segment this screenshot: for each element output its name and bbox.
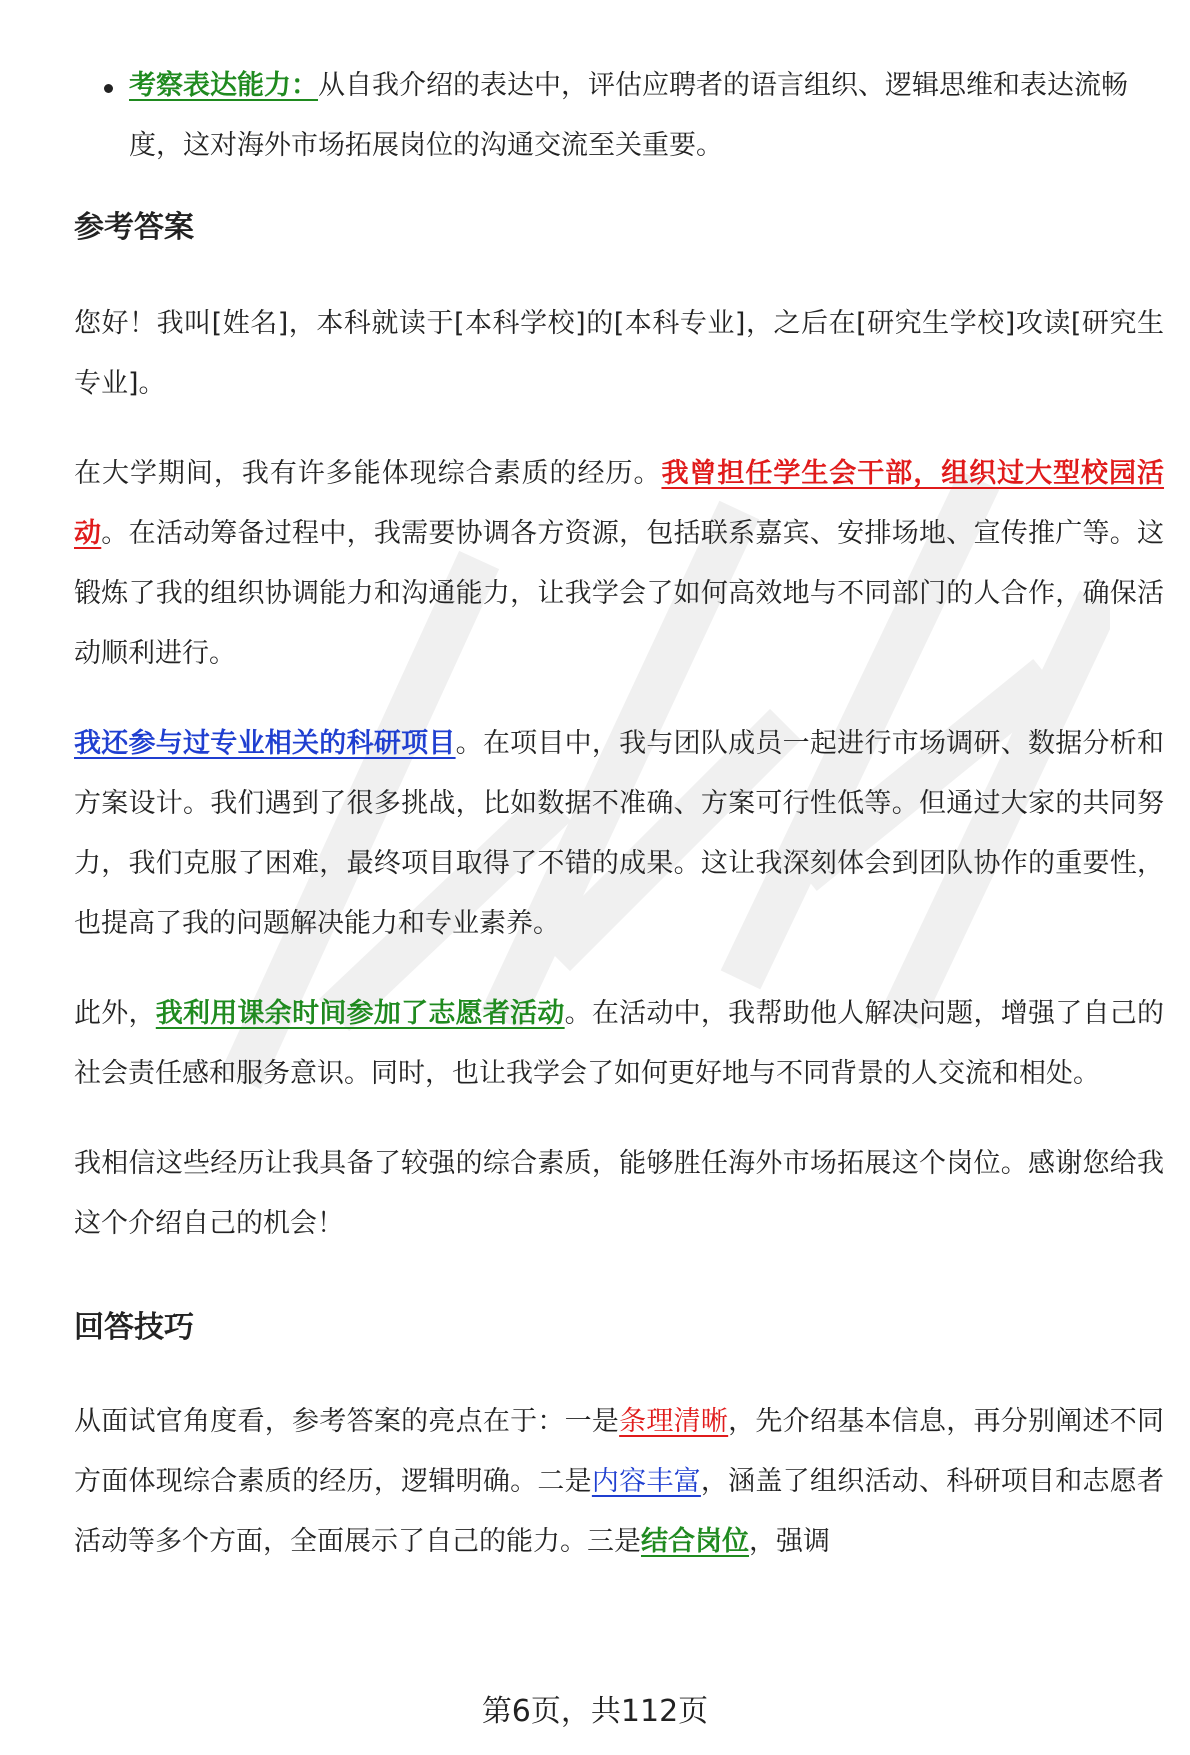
highlight-research-project: 我还参与过专业相关的科研项目 <box>74 728 456 759</box>
tip-emphasis-rich-content: 内容丰富 <box>591 1466 701 1497</box>
answer-paragraph-volunteer <box>74 984 1164 1104</box>
bullet-text: 从自我介绍的表达中，评估应聘者的语言组织、逻辑思维和表达流畅度，这对海外市场拓展岗位的沟通交流至关重要。 <box>129 70 1128 161</box>
p4-text-before: 此外， <box>74 998 156 1029</box>
bullet-item-expression <box>74 56 1164 176</box>
section-title-answer-tips: 回答技巧 <box>74 1310 194 1345</box>
answer-paragraph-research <box>74 714 1164 954</box>
answer-paragraph-intro <box>74 294 1164 414</box>
tip-emphasis-clear-structure: 条理清晰 <box>619 1406 729 1437</box>
answer-paragraph-student-union <box>74 444 1164 684</box>
content-area <box>74 56 1164 1572</box>
highlight-volunteer: 我利用课余时间参加了志愿者活动 <box>155 998 565 1029</box>
highlight-student-union: 我曾担任学生会干部，组织过大型校园活动 <box>74 458 1165 549</box>
bullet-list <box>74 56 1164 176</box>
closing-text: 我相信这些经历让我具备了较强的综合素质，能够胜任海外市场拓展这个岗位。感谢您给我这个介绍自己的机会！ <box>74 1148 1164 1239</box>
section-title-reference-answer: 参考答案 <box>74 210 194 245</box>
p2-text-after: 。在活动筹备过程中，我需要协调各方资源，包括联系嘉宾、安排场地、宣传推广等。这锻炼了我的组织协调能力和沟通能力，让我学会了如何高效地与不同部门的人合作，确保活动顺利进行。 <box>74 518 1165 669</box>
intro-text: 您好！我叫[姓名]，本科就读于[本科学校]的[本科专业]，之后在[研究生学校]攻读[研究生专业]。 <box>74 308 1164 399</box>
p3-text-after: 。在项目中，我与团队成员一起进行市场调研、数据分析和方案设计。我们遇到了很多挑战，比如数据不准确、方案可行性低等。但通过大家的共同努力，我们克服了困难，最终项目取得了不错的成果。这让我深刻体会到团队协作的重要性，也提高了我的问题解决能力和专业素养。 <box>74 728 1165 939</box>
p4-text-after: 。在活动中，我帮助他人解决问题，增强了自己的社会责任感和服务意识。同时，也让我学会了如何更好地与不同背景的人交流和相处。 <box>74 998 1165 1089</box>
tip-emphasis-job-fit: 结合岗位 <box>641 1526 749 1557</box>
p2-text-before: 在大学期间，我有许多能体现综合素质的经历。 <box>74 458 662 489</box>
bullet-label: 考察表达能力： <box>129 70 318 101</box>
tips-text-2: ，先介绍基本信息，再分别阐述不同方面体现综合素质的经历，逻辑明确。二是 <box>74 1406 1165 1497</box>
tips-text-4: ，强调 <box>749 1526 830 1557</box>
tips-paragraph <box>74 1392 1164 1572</box>
answer-paragraph-closing <box>74 1134 1164 1254</box>
bullet-dot-icon <box>104 84 113 93</box>
page-number-footer: 第6页，共112页 <box>481 1694 709 1729</box>
tips-text-3: ，涵盖了组织活动、科研项目和志愿者活动等多个方面，全面展示了自己的能力。三是 <box>74 1466 1165 1557</box>
tips-text-1: 从面试官角度看，参考答案的亮点在于：一是 <box>74 1406 620 1437</box>
